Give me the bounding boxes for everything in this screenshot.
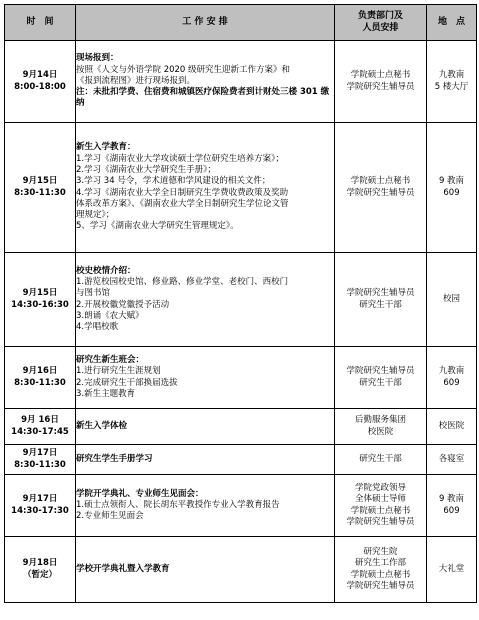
work-line: 按照《人文与外语学院 2020 级研究生迎新工作方案》和 bbox=[76, 64, 291, 75]
table-row bbox=[5, 253, 477, 347]
resp-line: 学院硕士点秘书 bbox=[350, 505, 411, 516]
row-date: 9月14日 bbox=[22, 70, 58, 81]
work-cell bbox=[76, 347, 335, 409]
resp-line: 学院硕士点秘书 bbox=[350, 569, 411, 580]
row-date: 9月15日 bbox=[22, 288, 58, 299]
row-time: 14:30-16:30 bbox=[11, 299, 69, 310]
place-line: 9 教南 bbox=[438, 494, 465, 505]
place-line: 609 bbox=[443, 505, 460, 516]
work-title: 校史校情介绍： bbox=[76, 265, 136, 276]
header-time: 时 间 bbox=[5, 5, 76, 41]
work-line: 4.学唱校歌 bbox=[76, 322, 119, 333]
resp-line: 学院研究生辅导员 bbox=[346, 580, 415, 591]
work-line: 2.学习《湖南农业大学研究生手册》； bbox=[76, 164, 216, 175]
work-line: 1.进行研究生生涯规划 bbox=[76, 366, 161, 377]
place-cell bbox=[427, 445, 477, 475]
resp-line: 学院研究生辅导员 bbox=[346, 81, 415, 92]
work-line: 5、学习《湖南农业大学研究生管理规定》。 bbox=[76, 221, 239, 232]
work-line: 1.硕士点领衔人、院长胡东平教授作专业入学教育报告 bbox=[76, 499, 280, 510]
resp-cell bbox=[335, 409, 427, 445]
resp-line: 校医院 bbox=[367, 426, 394, 437]
place-line: 校医院 bbox=[438, 420, 465, 431]
resp-line: 研究生干部 bbox=[359, 377, 402, 388]
header-dept bbox=[335, 5, 427, 41]
resp-cell bbox=[335, 475, 427, 537]
row-time: 8:30-11:30 bbox=[14, 187, 66, 198]
row-date: 9月17日 bbox=[22, 494, 58, 505]
time-cell bbox=[5, 409, 76, 445]
work-title: 新生入学教育： bbox=[76, 142, 136, 153]
resp-cell bbox=[335, 347, 427, 409]
place-cell bbox=[427, 475, 477, 537]
table-row bbox=[5, 347, 477, 409]
table-row bbox=[5, 537, 477, 603]
row-time: 8:30-11:30 bbox=[14, 459, 66, 470]
place-cell bbox=[427, 409, 477, 445]
resp-line: 学院研究生辅导员 bbox=[346, 187, 415, 198]
work-line: 1.学习《湖南农业大学攻读硕士学位研究生培养方案》； bbox=[76, 153, 284, 164]
resp-line: 学院党政领导 bbox=[354, 482, 406, 493]
row-date: 9月16日 bbox=[22, 366, 58, 377]
work-line: 4.学习《湖南农业大学全日制研究生学费收费政策及奖助 bbox=[76, 187, 289, 198]
place-line: 5 楼大厅 bbox=[434, 81, 469, 92]
table-row bbox=[5, 123, 477, 253]
row-time: 14:30-17:30 bbox=[11, 505, 69, 516]
resp-cell bbox=[335, 253, 427, 347]
resp-line: 研究生干部 bbox=[359, 453, 402, 464]
work-title: 学校开学典礼暨入学教育 bbox=[76, 563, 170, 574]
work-line: 2.开展校徽党徽授予活动 bbox=[76, 299, 170, 310]
resp-line: 全体硕士导师 bbox=[354, 494, 406, 505]
place-cell bbox=[427, 253, 477, 347]
row-date: 9月15日 bbox=[22, 176, 58, 187]
time-cell bbox=[5, 347, 76, 409]
resp-cell bbox=[335, 537, 427, 603]
row-date: 9月 16日 bbox=[21, 415, 59, 426]
table-row bbox=[5, 445, 477, 475]
schedule-table bbox=[4, 4, 477, 603]
row-date: 9月18日 bbox=[22, 558, 58, 569]
place-cell bbox=[427, 347, 477, 409]
resp-cell bbox=[335, 41, 427, 123]
resp-line: 研究生工作部 bbox=[354, 558, 406, 569]
place-line: 九教南 bbox=[438, 70, 465, 81]
resp-line: 学院研究生辅导员 bbox=[346, 288, 415, 299]
header-dept-line1: 负责部门及 bbox=[357, 10, 403, 21]
place-line: 609 bbox=[443, 187, 460, 198]
place-line: 校园 bbox=[442, 293, 460, 304]
work-line: 《报到流程图》进行现场报到。 bbox=[76, 75, 196, 86]
work-line: 与图书馆 bbox=[76, 288, 111, 299]
work-cell bbox=[76, 123, 335, 253]
work-line: 1.游览校园校史馆、修业路、修业学堂、老校门、西校门 bbox=[76, 276, 289, 287]
header-work: 工 作 安 排 bbox=[76, 5, 335, 41]
row-time: 14:30-17:45 bbox=[11, 426, 69, 437]
header-dept-line2: 人员安排 bbox=[362, 22, 399, 33]
row-time: （暂定） bbox=[22, 569, 57, 580]
resp-line: 研究生院 bbox=[363, 546, 398, 557]
place-line: 609 bbox=[443, 377, 460, 388]
resp-line: 后勤服务集团 bbox=[354, 415, 406, 426]
table-row bbox=[5, 409, 477, 445]
work-cell bbox=[76, 537, 335, 603]
work-cell bbox=[76, 445, 335, 475]
row-time: 8:30-11:30 bbox=[14, 377, 66, 388]
work-line: 3.学习 34 号令，学术道德和学风建设的相关文件； bbox=[76, 176, 271, 187]
time-cell bbox=[5, 537, 76, 603]
work-cell bbox=[76, 475, 335, 537]
work-line: 体系改革方案》、《湖南农业大学全日制研究生学位论文管 bbox=[76, 198, 289, 209]
work-line: 3.新生主题教育 bbox=[76, 388, 136, 399]
row-date: 9月17日 bbox=[22, 448, 58, 459]
place-cell bbox=[427, 537, 477, 603]
time-cell bbox=[5, 41, 76, 123]
resp-cell bbox=[335, 123, 427, 253]
resp-line: 学院研究生辅导员 bbox=[346, 516, 415, 527]
resp-line: 学院研究生辅导员 bbox=[346, 366, 415, 377]
header-row bbox=[5, 5, 477, 41]
work-note: 注：未批扣学费、住宿费和城镇医疗保险费者到计财处三楼 301 缴纳 bbox=[76, 87, 330, 109]
work-cell bbox=[76, 409, 335, 445]
work-line: 3.朗诵《农大赋》 bbox=[76, 310, 144, 321]
work-line: 2.专业师生见面会 bbox=[76, 511, 144, 522]
time-cell bbox=[5, 253, 76, 347]
row-time: 8:00-18:00 bbox=[14, 81, 66, 92]
resp-line: 学院硕士点秘书 bbox=[350, 176, 411, 187]
place-line: 各寝室 bbox=[438, 453, 465, 464]
work-line: 理规定》； bbox=[76, 210, 115, 221]
place-cell bbox=[427, 123, 477, 253]
time-cell bbox=[5, 445, 76, 475]
resp-line: 研究生干部 bbox=[359, 299, 402, 310]
work-cell bbox=[76, 253, 335, 347]
table-row bbox=[5, 475, 477, 537]
place-cell bbox=[427, 41, 477, 123]
resp-line: 学院硕士点秘书 bbox=[350, 70, 411, 81]
place-line: 九教南 bbox=[438, 366, 465, 377]
time-cell bbox=[5, 475, 76, 537]
table-row bbox=[5, 41, 477, 123]
work-title: 研究生学生手册学习 bbox=[76, 453, 153, 464]
place-line: 9 教南 bbox=[438, 176, 465, 187]
work-cell bbox=[76, 41, 335, 123]
work-title: 学院开学典礼、专业师生见面会： bbox=[76, 488, 204, 499]
time-cell bbox=[5, 123, 76, 253]
header-place: 地 点 bbox=[427, 5, 477, 41]
work-title: 现场报到： bbox=[76, 53, 119, 64]
work-title: 研究生新生班会： bbox=[76, 354, 145, 365]
resp-cell bbox=[335, 445, 427, 475]
work-title: 新生入学体检 bbox=[76, 420, 128, 431]
work-line: 2.完成研究生干部换届选拔 bbox=[76, 377, 178, 388]
place-line: 大礼堂 bbox=[438, 563, 465, 574]
